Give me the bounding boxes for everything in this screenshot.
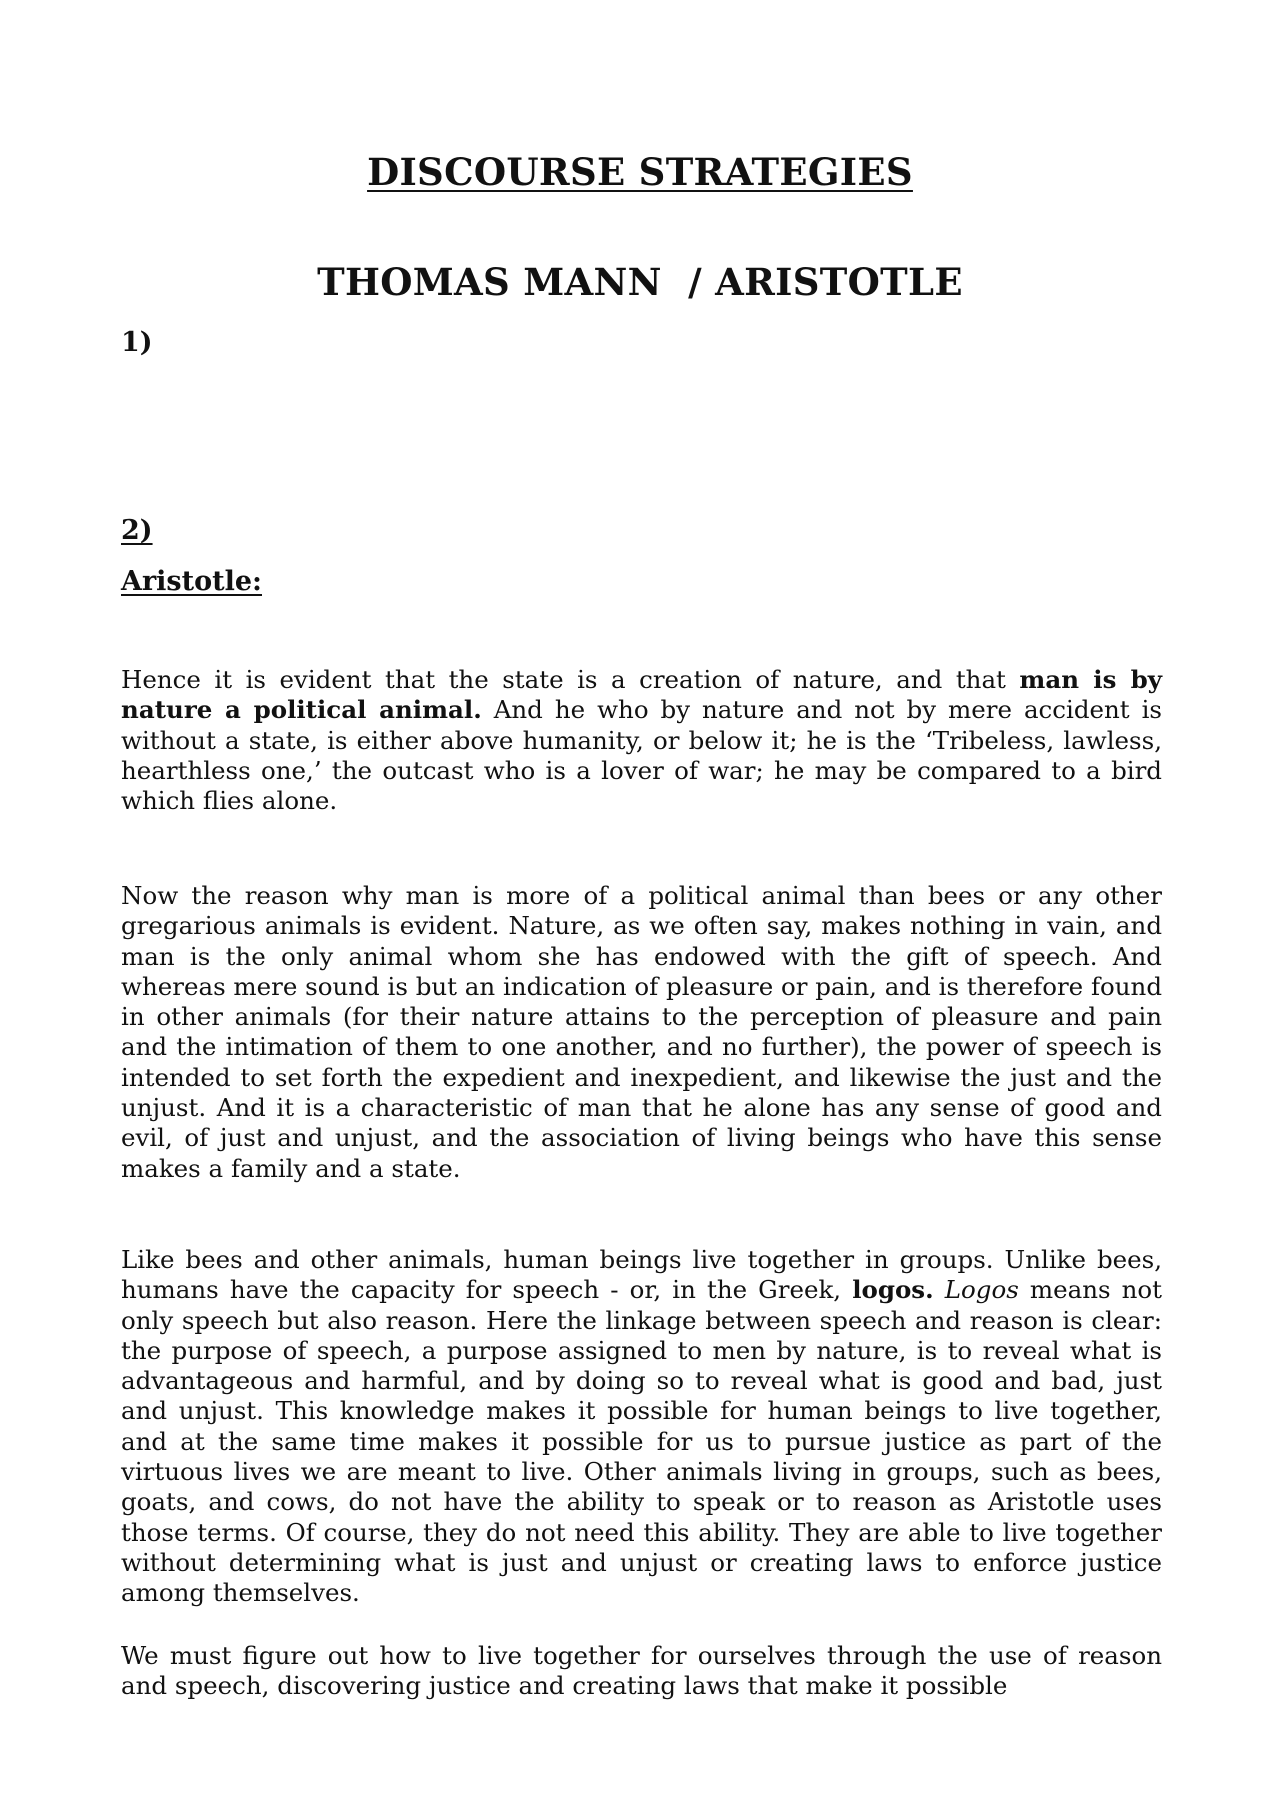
paragraph-4: We must figure out how to live together for ourselves through the use of reason and speech, discovering justice and creating laws that make it possible xyxy=(121,1641,1162,1701)
paragraph-3-text-e: means not only speech but also reason. Here the linkage between speech and reason is clear: the purpose of speech, a purpose assigned to men by nature, is to reveal what is advantageous and harmful, and by doing so to reveal what is good and bad, just and unjust. This knowledge makes it possible for human beings to live together, and at the same time makes it possible for us to pursue justice as part of the virtuous lives we are meant to live. Other animals living in groups, such as bees, goats, and cows, do not have the ability to speak or to reason as Aristotle uses those terms. Of course, they do not need this ability. They are able to live together without determining what is just and unjust or creating laws to enforce justice among themselves. xyxy=(121,1275,1163,1608)
paragraph-1-text-a: Hence it is evident that the state is a creation of nature, and that xyxy=(121,665,1020,694)
paragraph-3 xyxy=(121,1245,1162,1609)
paragraph-3-bold-logos: logos. xyxy=(852,1275,934,1305)
paragraph-1-text-c: And he who by nature and not by mere accident is without a state, is either above humanity, or below it; he is the ‘Tribeless, lawless, hearthless one,’ the outcast who is a lover of war; he may be compared to a bird which flies alone. xyxy=(121,695,1163,816)
section-1-label: 1) xyxy=(121,327,153,358)
paragraph-1 xyxy=(121,665,1162,816)
paragraph-1-bold-phrase: man is by nature a political animal. xyxy=(121,665,1162,725)
section-2-label: 2) xyxy=(121,515,153,546)
paragraph-3-italic-logos: Logos xyxy=(944,1275,1019,1305)
paragraph-3-text-a: Like bees and other animals, human beings live together in groups. Unlike bees, humans have the capacity for speech - or, in the Greek, xyxy=(121,1245,1162,1305)
document-title xyxy=(0,150,1280,194)
paragraph-3-space xyxy=(934,1275,945,1304)
paragraph-2: Now the reason why man is more of a political animal than bees or any other gregarious animals is evident. Nature, as we often say, makes nothing in vain, and man is the only animal whom she has endowed with the gift of speech. And whereas mere sound is but an indication of pleasure or pain, and is therefore found in other animals (for their nature attains to the perception of pleasure and pain and the intimation of them to one another, and no further), the power of speech is intended to set forth the expedient and inexpedient, and likewise the just and the unjust. And it is a characteristic of man that he alone has any sense of good and evil, of just and unjust, and the association of living beings who have this sense makes a family and a state. xyxy=(121,881,1163,1183)
document-title-text: DISCOURSE STRATEGIES xyxy=(367,150,913,194)
author-heading: Aristotle: xyxy=(121,566,262,597)
document-subtitle: THOMAS MANN / ARISTOTLE xyxy=(317,260,963,304)
